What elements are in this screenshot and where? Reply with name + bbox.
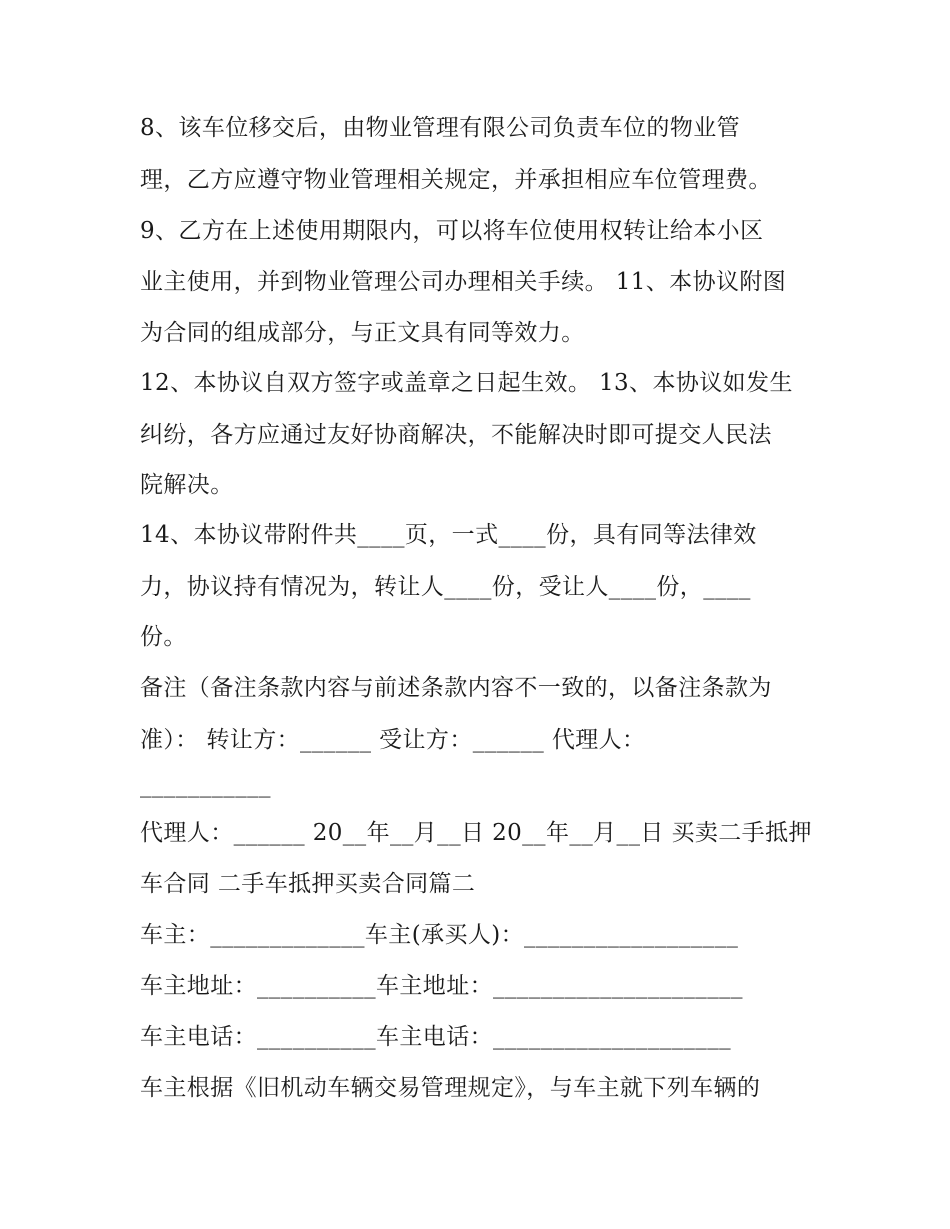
text-line: 院解决。	[140, 472, 234, 498]
text-line: 车合同 二手车抵押买卖合同篇二	[140, 871, 476, 897]
text-line: 业主使用，并到物业管理公司办理相关手续。 11、本协议附图	[140, 269, 787, 295]
text-line: 车主电话：__________车主电话：____________________	[140, 1024, 731, 1050]
text-line: 纠纷，各方应通过友好协商解决，不能解决时即可提交人民法	[140, 422, 772, 448]
signature-blank-line: ___________	[140, 772, 271, 798]
text-line: 车主地址：__________车主地址：_____________________	[140, 973, 743, 999]
text-line: 8、该车位移交后，由物业管理有限公司负责车位的物业管	[140, 115, 741, 141]
text-line: 12、本协议自双方签字或盖章之日起生效。 13、本协议如发生	[140, 370, 793, 396]
text-line: 14、本协议带附件共____页，一式____份，具有同等法律效	[140, 522, 757, 548]
text-line: 份。	[140, 624, 187, 650]
text-line: 车主：_____________车主(承买人)：__________________	[140, 922, 739, 948]
text-line: 理，乙方应遵守物业管理相关规定，并承担相应车位管理费。	[140, 167, 772, 193]
text-line: 为合同的组成部分，与正文具有同等效力。	[140, 320, 585, 346]
text-line: 准）： 转让方：______ 受让方：______ 代理人：	[140, 727, 646, 753]
text-line: 代理人：______ 20__年__月__日 20__年__月__日 买卖二手抵押	[140, 820, 812, 846]
text-line: 备注（备注条款内容与前述条款内容不一致的，以备注条款为	[140, 675, 772, 701]
text-line: 力，协议持有情况为，转让人____份，受让人____份，____	[140, 574, 751, 600]
text-line: 9、乙方在上述使用期限内，可以将车位使用权转让给本小区	[140, 218, 764, 244]
text-line: 车主根据《旧机动车辆交易管理规定》，与车主就下列车辆的	[140, 1075, 761, 1101]
